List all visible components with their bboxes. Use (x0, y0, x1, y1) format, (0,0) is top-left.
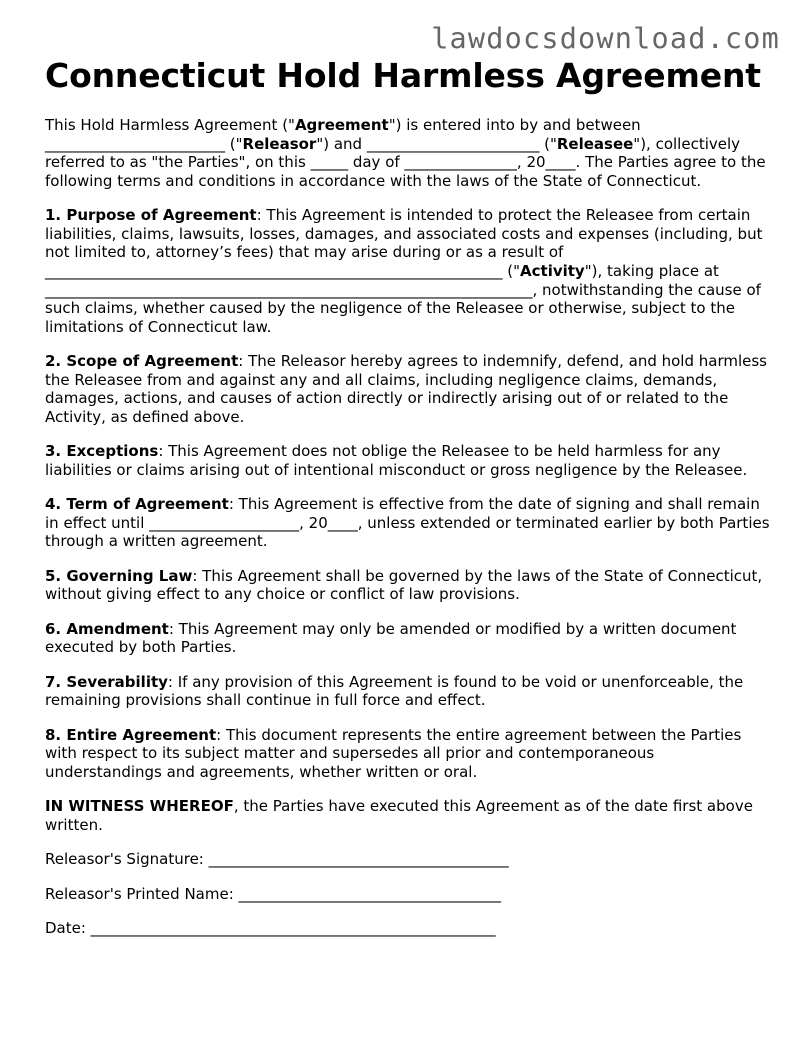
section-term (45, 495, 770, 551)
section-text: "), taking place at _________________________________________________________________, notwithstanding the cause of such claims, whether caused by the negligence of the Releasee or otherwise, subject to the limitations of Connecticut law. (45, 261, 761, 336)
section-text: : If any provision of this Agreement is found to be void or unenforceable, the remaining provisions shall continue in full force and effect. (45, 672, 744, 710)
section-heading: 7. Severability (45, 672, 168, 691)
witness-paragraph (45, 797, 770, 834)
section-heading: 8. Entire Agreement (45, 725, 217, 744)
section-purpose (45, 206, 770, 336)
watermark: lawdocsdownload.com (431, 22, 780, 55)
witness-text: , the Parties have executed this Agreement as of the date first above written. (45, 797, 753, 834)
term-activity: Activity (520, 261, 585, 280)
section-heading: 6. Amendment (45, 619, 169, 638)
document-title: Connecticut Hold Harmless Agreement (45, 56, 761, 95)
intro-text-3: ") and _______________________ (" (316, 134, 557, 153)
section-heading: 3. Exceptions (45, 442, 159, 461)
section-text: : This Agreement does not oblige the Releasee to be held harmless for any liabilities or claims arising out of intentional misconduct or gross negligence by the Releasee. (45, 442, 748, 479)
releasor-signature-line: Releasor's Signature: ________________________________________ (45, 850, 509, 869)
intro-term-agreement: Agreement (294, 116, 389, 134)
section-severability (45, 673, 770, 710)
intro-text-2: ") is entered into by and between ________________________ (" (45, 116, 641, 153)
intro-paragraph (45, 116, 770, 190)
section-scope (45, 352, 770, 426)
section-text: : This Agreement may only be amended or modified by a written document executed by both Parties. (45, 619, 737, 657)
section-exceptions (45, 442, 770, 479)
section-amendment (45, 620, 770, 657)
section-text: : This Agreement shall be governed by the laws of the State of Connecticut, without giving effect to any choice or conflict of law provisions. (45, 566, 763, 604)
intro-term-releasee: Releasee (556, 134, 634, 153)
section-heading: 1. Purpose of Agreement (45, 206, 257, 225)
section-heading: 5. Governing Law (45, 566, 193, 585)
releasor-printed-name-line: Releasor's Printed Name: ___________________________________ (45, 884, 502, 903)
intro-text-1: This Hold Harmless Agreement (" (45, 116, 295, 134)
intro-text-4: "), collectively referred to as "the Parties", on this _____ day of _______________, 20____. The Parties agree to the following terms and conditions in accordance with the laws of the State of Connecticut. (45, 134, 766, 190)
section-entire-agreement (45, 726, 770, 782)
document-body (45, 116, 770, 953)
section-governing-law (45, 567, 770, 604)
section-text: : This Agreement is effective from the date of signing and shall remain in effect until ____________________, 20____, unless extended or terminated earlier by both Parties through a written agreement. (45, 495, 770, 551)
witness-heading: IN WITNESS WHEREOF (45, 797, 234, 816)
intro-term-releasor: Releasor (242, 134, 317, 153)
date-line: Date: ______________________________________________________ (45, 918, 496, 937)
section-heading: 2. Scope of Agreement (45, 352, 239, 371)
section-text: : This document represents the entire agreement between the Parties with respect to its subject matter and supersedes all prior and contemporaneous understandings and agreements, whether written or oral. (45, 725, 742, 781)
section-text: : The Releasor hereby agrees to indemnify, defend, and hold harmless the Releasee from and against any and all claims, including negligence claims, demands, damages, actions, and causes of action directly or indirectly arising out of or related to the Activity, as defined above. (45, 352, 767, 426)
section-text: : This Agreement is intended to protect the Releasee from certain liabilities, claims, lawsuits, losses, damages, and associated costs and expenses (including, but not limited to, attorney’s fees) that may arise during or as a result of _____________________________________________________________ (" (45, 206, 763, 280)
section-heading: 4. Term of Agreement (45, 495, 229, 514)
